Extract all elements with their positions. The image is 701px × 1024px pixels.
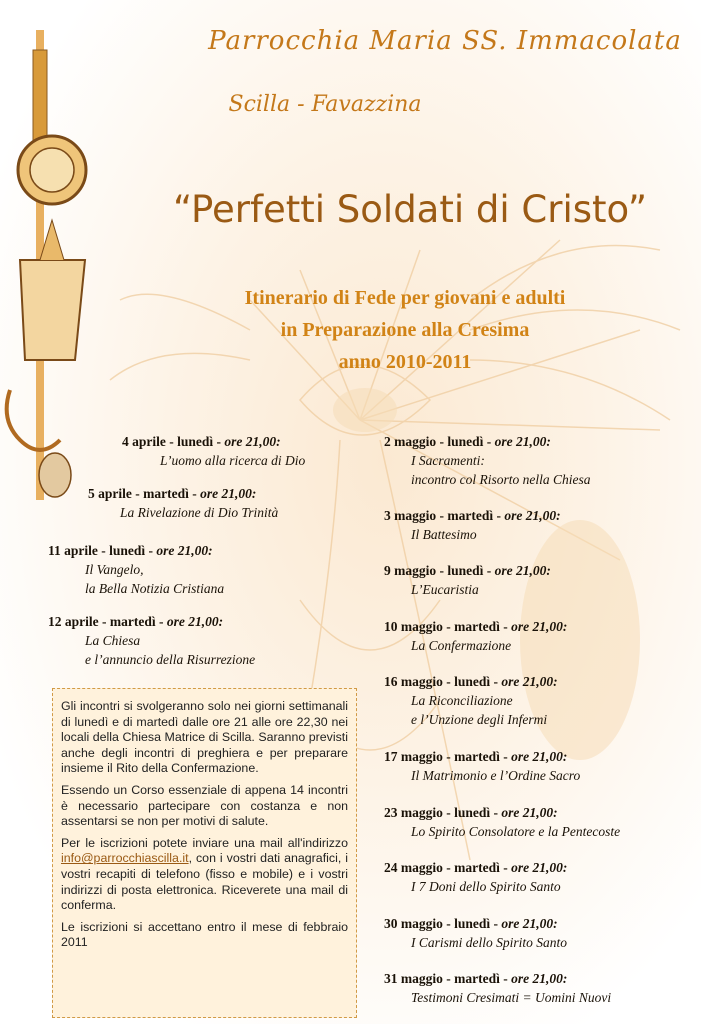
- event-date-line: 31 maggio - martedì - ore 21,00:: [384, 971, 568, 986]
- event-topic: L’Eucaristia: [411, 582, 479, 597]
- event-date: 2 maggio - lunedì: [384, 434, 484, 449]
- event-topic-2: incontro col Risorto nella Chiesa: [411, 472, 591, 487]
- parish-name: Parrocchia Maria SS. Immacolata: [208, 26, 682, 56]
- event-date: 9 maggio - lunedì: [384, 563, 484, 578]
- info-attendance: Essendo un Corso essenziale di appena 14 incontri è necessario partecipare con costanza e non assentarsi se non per motivi di salute.: [61, 782, 348, 829]
- event-topic: I Carismi dello Spirito Santo: [411, 935, 568, 950]
- event-time: ore 21,00:: [494, 563, 551, 578]
- event-may-16: [384, 672, 558, 729]
- info-registration-text: Per le iscrizioni potete inviare una mail all'indirizzo: [61, 835, 348, 850]
- event-topic: I Sacramenti:: [411, 453, 485, 468]
- event-time: ore 21,00:: [511, 749, 568, 764]
- event-date-line: 2 maggio - lunedì - ore 21,00:: [384, 434, 551, 449]
- event-may-24: [384, 858, 567, 896]
- event-may-2: [384, 432, 591, 489]
- event-date: 10 maggio - martedì: [384, 619, 500, 634]
- event-date-line: 4 aprile - lunedì - ore 21,00:: [122, 434, 281, 449]
- event-date-line: 11 aprile - lunedì - ore 21,00:: [48, 543, 213, 558]
- event-date: 4 aprile - lunedì: [122, 434, 214, 449]
- event-may-3: [384, 506, 561, 544]
- event-date: 23 maggio - lunedì: [384, 805, 491, 820]
- event-date: 17 maggio - martedì: [384, 749, 500, 764]
- event-april-4: [122, 432, 305, 470]
- event-time: ore 21,00:: [224, 434, 281, 449]
- event-may-23: [384, 803, 620, 841]
- parish-location: Scilla - Favazzina: [228, 92, 422, 117]
- event-date-line: 3 maggio - martedì - ore 21,00:: [384, 508, 561, 523]
- event-time: ore 21,00:: [511, 860, 568, 875]
- event-topic: Lo Spirito Consolatore e la Pentecoste: [411, 824, 621, 839]
- event-date-line: 24 maggio - martedì - ore 21,00:: [384, 860, 568, 875]
- event-time: ore 21,00:: [166, 614, 224, 629]
- event-topic: Il Vangelo,: [85, 562, 144, 577]
- event-time: ore 21,00:: [200, 486, 257, 501]
- event-date-line: 16 maggio - lunedì - ore 21,00:: [384, 674, 558, 689]
- event-time: ore 21,00:: [501, 916, 558, 931]
- event-may-31: [384, 969, 611, 1007]
- event-april-11: [48, 541, 224, 598]
- event-may-17: [384, 747, 580, 785]
- subtitle: [190, 282, 620, 378]
- page-title: “Perfetti Soldati di Cristo”: [172, 188, 648, 231]
- event-time: ore 21,00:: [511, 619, 568, 634]
- bishop-crozier-illustration: [0, 30, 90, 500]
- event-date: 16 maggio - lunedì: [384, 674, 491, 689]
- event-topic: L’uomo alla ricerca di Dio: [160, 453, 306, 468]
- event-may-9: [384, 561, 551, 599]
- subtitle-line-3: anno 2010-2011: [338, 351, 472, 373]
- event-date-line: 5 aprile - martedì - ore 21,00:: [88, 486, 257, 501]
- event-date-line: 30 maggio - lunedì - ore 21,00:: [384, 916, 558, 931]
- event-date-line: 10 maggio - martedì - ore 21,00:: [384, 619, 568, 634]
- event-topic: Il Matrimonio e l’Ordine Sacro: [411, 768, 581, 783]
- event-date: 3 maggio - martedì: [384, 508, 494, 523]
- info-registration: [61, 836, 348, 914]
- event-time: ore 21,00:: [501, 805, 558, 820]
- event-topic: La Riconciliazione: [411, 693, 513, 708]
- event-time: ore 21,00:: [511, 971, 568, 986]
- event-topic-2: la Bella Notizia Cristiana: [85, 581, 225, 596]
- event-topic: La Chiesa: [85, 633, 141, 648]
- event-time: ore 21,00:: [501, 674, 558, 689]
- event-date: 24 maggio - martedì: [384, 860, 500, 875]
- event-topic-2: e l’Unzione degli Infermi: [411, 712, 548, 727]
- info-registration-text-2: , con i vostri dati anagrafici, i vostri recapiti di telefono (fisso e mobile) e i vostri indirizzi di posta elettronica. Riceverete una mail di conferma.: [61, 851, 348, 913]
- event-time: ore 21,00:: [504, 508, 561, 523]
- event-topic-2: e l’annuncio della Risurrezione: [85, 652, 256, 667]
- event-date: 5 aprile - martedì: [88, 486, 189, 501]
- info-box: [52, 688, 357, 1018]
- event-topic: La Confermazione: [411, 638, 512, 653]
- event-date: 11 aprile - lunedì: [48, 543, 146, 558]
- subtitle-line-2: in Preparazione alla Cresima: [280, 319, 530, 341]
- info-schedule: Gli incontri si svolgeranno solo nei giorni settimanali di lunedì e di martedì dalle ore 21 alle ore 22,30 nei locali della Chiesa Matrice di Scilla. Saranno previsti anche degli incontri di preghiera e per preparare insieme il Rito della Confermazione.: [61, 699, 348, 776]
- event-may-30: [384, 914, 567, 952]
- subtitle-line-1: Itinerario di Fede per giovani e adulti: [244, 287, 566, 309]
- event-date-line: 17 maggio - martedì - ore 21,00:: [384, 749, 568, 764]
- event-time: ore 21,00:: [156, 543, 213, 558]
- event-topic: Testimoni Cresimati = Uomini Nuovi: [411, 990, 612, 1005]
- event-date-line: 23 maggio - lunedì - ore 21,00:: [384, 805, 558, 820]
- event-april-5: [88, 484, 278, 522]
- email-link[interactable]: info@parrocchiascilla.it: [61, 851, 189, 866]
- event-date: 31 maggio - martedì: [384, 971, 500, 986]
- event-april-12: [48, 612, 255, 669]
- event-date-line: 9 maggio - lunedì - ore 21,00:: [384, 563, 551, 578]
- event-date-line: 12 aprile - martedì - ore 21,00:: [48, 614, 224, 629]
- event-time: ore 21,00:: [494, 434, 551, 449]
- event-date: 30 maggio - lunedì: [384, 916, 491, 931]
- info-deadline: Le iscrizioni si accettano entro il mese di febbraio 2011: [61, 919, 348, 950]
- event-date: 12 aprile - martedì: [48, 614, 156, 629]
- event-may-10: [384, 617, 567, 655]
- event-topic: La Rivelazione di Dio Trinità: [120, 505, 279, 520]
- event-topic: I 7 Doni dello Spirito Santo: [411, 879, 561, 894]
- event-topic: Il Battesimo: [411, 527, 477, 542]
